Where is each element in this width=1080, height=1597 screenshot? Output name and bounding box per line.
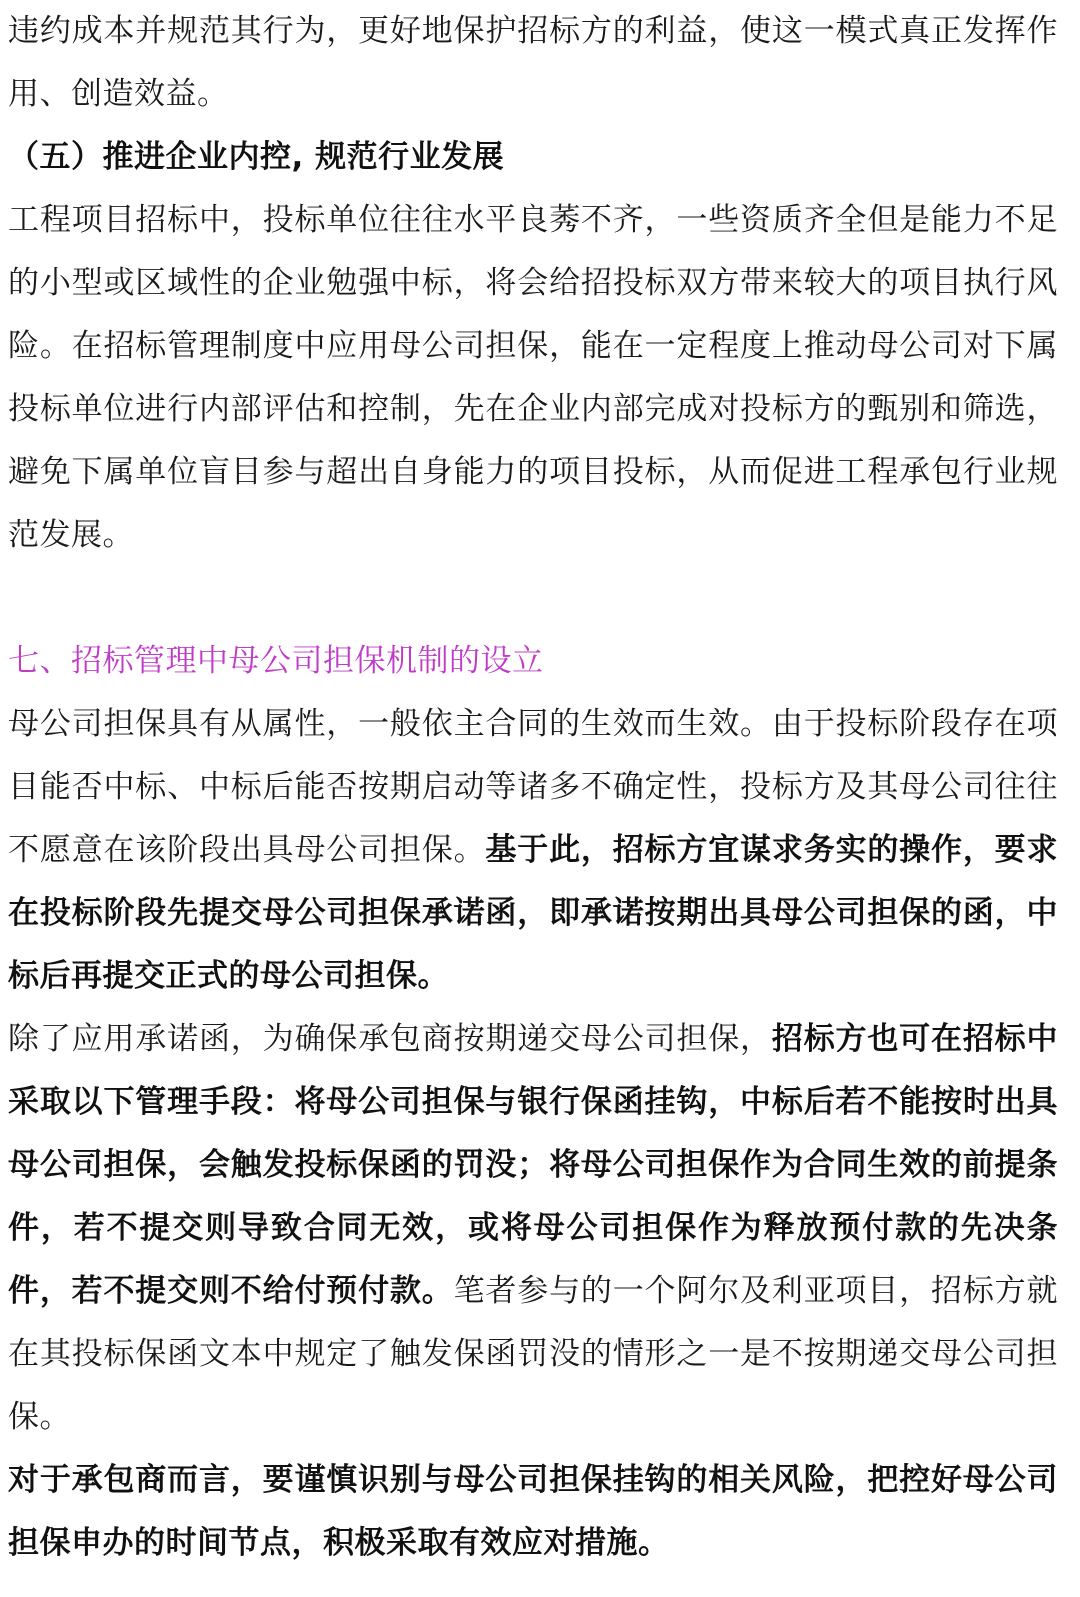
paragraph-seven-2 <box>8 1008 1058 1449</box>
section-seven-title: 七、招标管理中母公司担保机制的设立 <box>8 643 544 679</box>
paragraph-seven-3: 对于承包商而言，要谨慎识别与母公司担保挂钩的相关风险，把控好母公司担保申办的时间节点，积极采取有效应对措施。 <box>8 1462 1058 1561</box>
paragraph-seven-2-normal-a: 除了应用承诺函，为确保承包商按期递交母公司担保， <box>8 1021 772 1057</box>
paragraph-five: 工程项目招标中，投标单位往往水平良莠不齐，一些资质齐全但是能力不足的小型或区域性的企业勉强中标，将会给招投标双方带来较大的项目执行风险。在招标管理制度中应用母公司担保，能在一定程度上推动母公司对下属投标单位进行内部评估和控制，先在企业内部完成对投标方的甄别和筛选，避免下属单位盲目参与超出自身能力的项目投标，从而促进工程承包行业规范发展。 <box>8 202 1058 553</box>
paragraph-seven-1-bold: 基于此，招标方宜谋求务实的操作，要求在投标阶段先提交母公司担保承诺函，即承诺按期出具母公司担保的函，中标后再提交正式的母公司担保。 <box>8 832 1058 994</box>
paragraph-seven-1 <box>8 693 1058 1008</box>
paragraph-seven-2-normal-b: 笔者参与的一个阿尔及利亚项目，招标方就在其投标保函文本中规定了触发保函罚没的情形之一是不按期递交母公司担保。 <box>8 1273 1058 1435</box>
paragraph-seven-1-normal: 母公司担保具有从属性，一般依主合同的生效而生效。由于投标阶段存在项目能否中标、中标后能否按期启动等诸多不确定性，投标方及其母公司往往不愿意在该阶段出具母公司担保。 <box>8 706 1058 868</box>
subheading-five: （五）推进企业内控, 规范行业发展 <box>8 139 505 175</box>
article-body <box>8 0 1058 1575</box>
paragraph-seven-2-bold: 招标方也可在招标中采取以下管理手段：将母公司担保与银行保函挂钩，中标后若不能按时出具母公司担保，会触发投标保函的罚没；将母公司担保作为合同生效的前提条件，若不提交则导致合同无效，或将母公司担保作为释放预付款的先决条件，若不提交则不给付预付款。 <box>8 1021 1058 1309</box>
paragraph-intro: 违约成本并规范其行为，更好地保护招标方的利益，使这一模式真正发挥作用、创造效益。 <box>8 13 1058 112</box>
